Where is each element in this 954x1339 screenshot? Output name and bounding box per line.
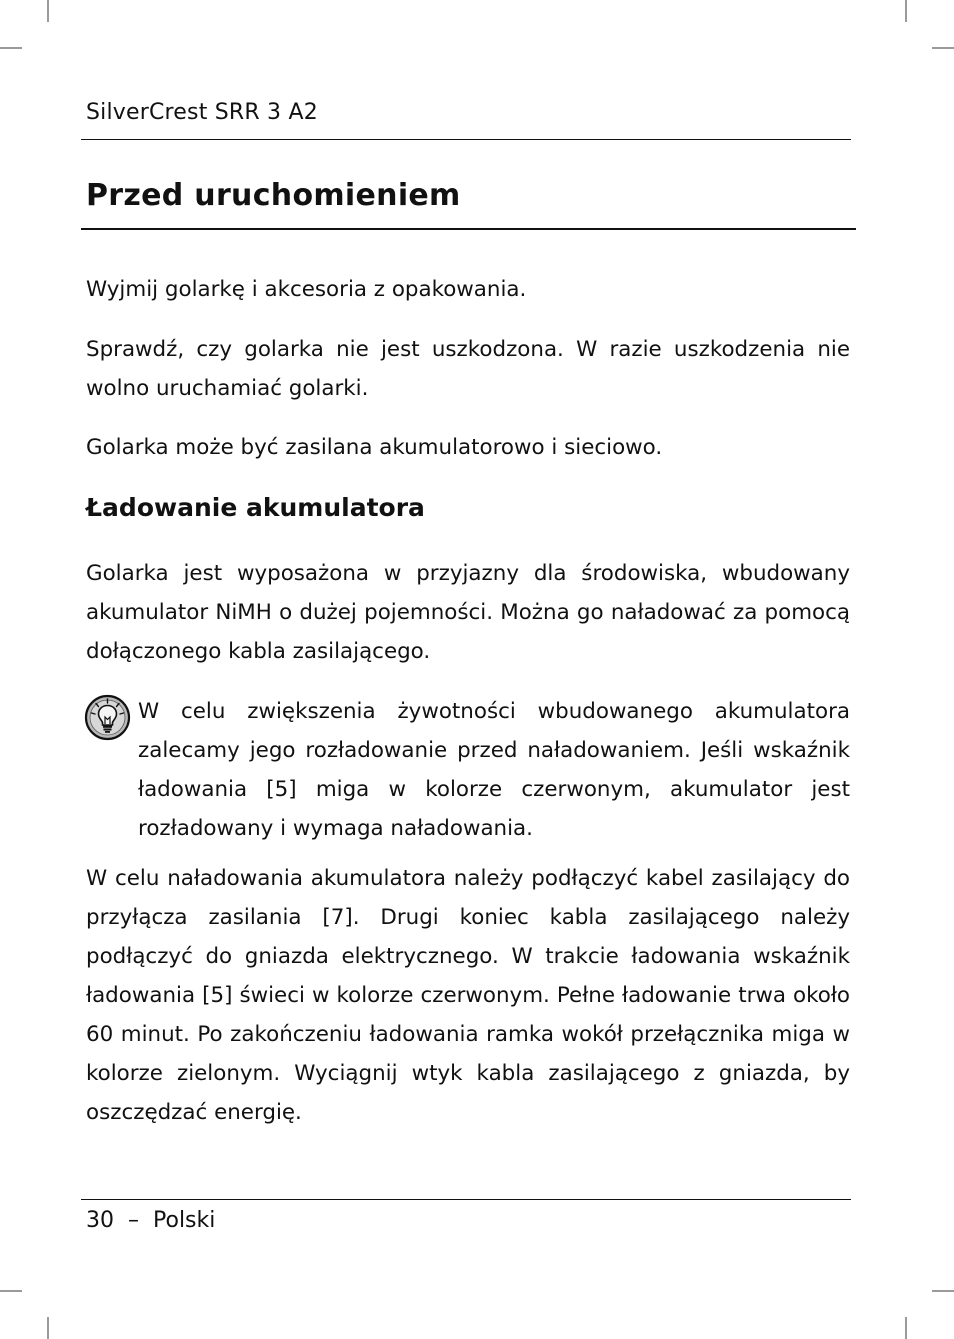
crop-mark-top-left-h xyxy=(0,47,22,49)
paragraph-power-modes: Golarka może być zasilana akumulatorowo i sieciowo. xyxy=(86,435,663,460)
paragraph-charging-instructions: W celu naładowania akumulatora należy podłączyć kabel zasilający do przyłącza zasilania [7]. Drugi koniec kabla zasilającego należy podłączyć do gniazda elektrycznego. W trakcie ładowania wskaźnik ładowania [5] świeci w kolorze czerwonym. Pełne ładowanie trwa około 60 minut. Po zakończeniu ładowania ramka wokół przełącznika miga w kolorze zielonym. Wyciągnij wtyk kabla zasilającego z gniazda, by oszczędzać energię. xyxy=(86,866,850,1125)
crop-mark-top-left xyxy=(47,0,49,22)
crop-mark-bottom-left-h xyxy=(0,1290,22,1292)
page-footer xyxy=(86,1208,215,1233)
section-title: Przed uruchomieniem xyxy=(86,178,461,213)
crop-mark-bottom-right xyxy=(905,1317,907,1339)
note-battery-tip: W celu zwiększenia żywotności wbudowanego akumulatora zalecamy jego rozładowanie przed naładowaniem. Jeśli wskaźnik ładowania [5] miga w kolorze czerwonym, akumulator jest rozładowany i wymaga naładowania. xyxy=(138,699,850,841)
subsection-title: Ładowanie akumulatora xyxy=(86,493,425,522)
section-title-rule xyxy=(81,228,856,230)
running-header: SilverCrest SRR 3 A2 xyxy=(86,100,318,125)
paragraph-unpack: Wyjmij golarkę i akcesoria z opakowania. xyxy=(86,277,527,302)
paragraph-inspect: Sprawdź, czy golarka nie jest uszkodzona. W razie uszkodzenia nie wolno uruchamiać golarki. xyxy=(86,337,850,401)
crop-mark-bottom-right-h xyxy=(932,1290,954,1292)
crop-mark-top-right-h xyxy=(932,47,954,49)
footer-separator: – xyxy=(128,1208,139,1233)
page-number: 30 xyxy=(86,1208,114,1233)
footer-language: Polski xyxy=(153,1208,216,1233)
footer-rule xyxy=(81,1199,851,1200)
lightbulb-icon xyxy=(84,694,131,741)
crop-mark-top-right xyxy=(905,0,907,22)
paragraph-battery-intro: Golarka jest wyposażona w przyjazny dla środowiska, wbudowany akumulator NiMH o dużej pojemności. Można go naładować za pomocą dołączonego kabla zasilającego. xyxy=(86,561,850,664)
header-rule xyxy=(81,139,851,140)
crop-mark-bottom-left xyxy=(47,1317,49,1339)
